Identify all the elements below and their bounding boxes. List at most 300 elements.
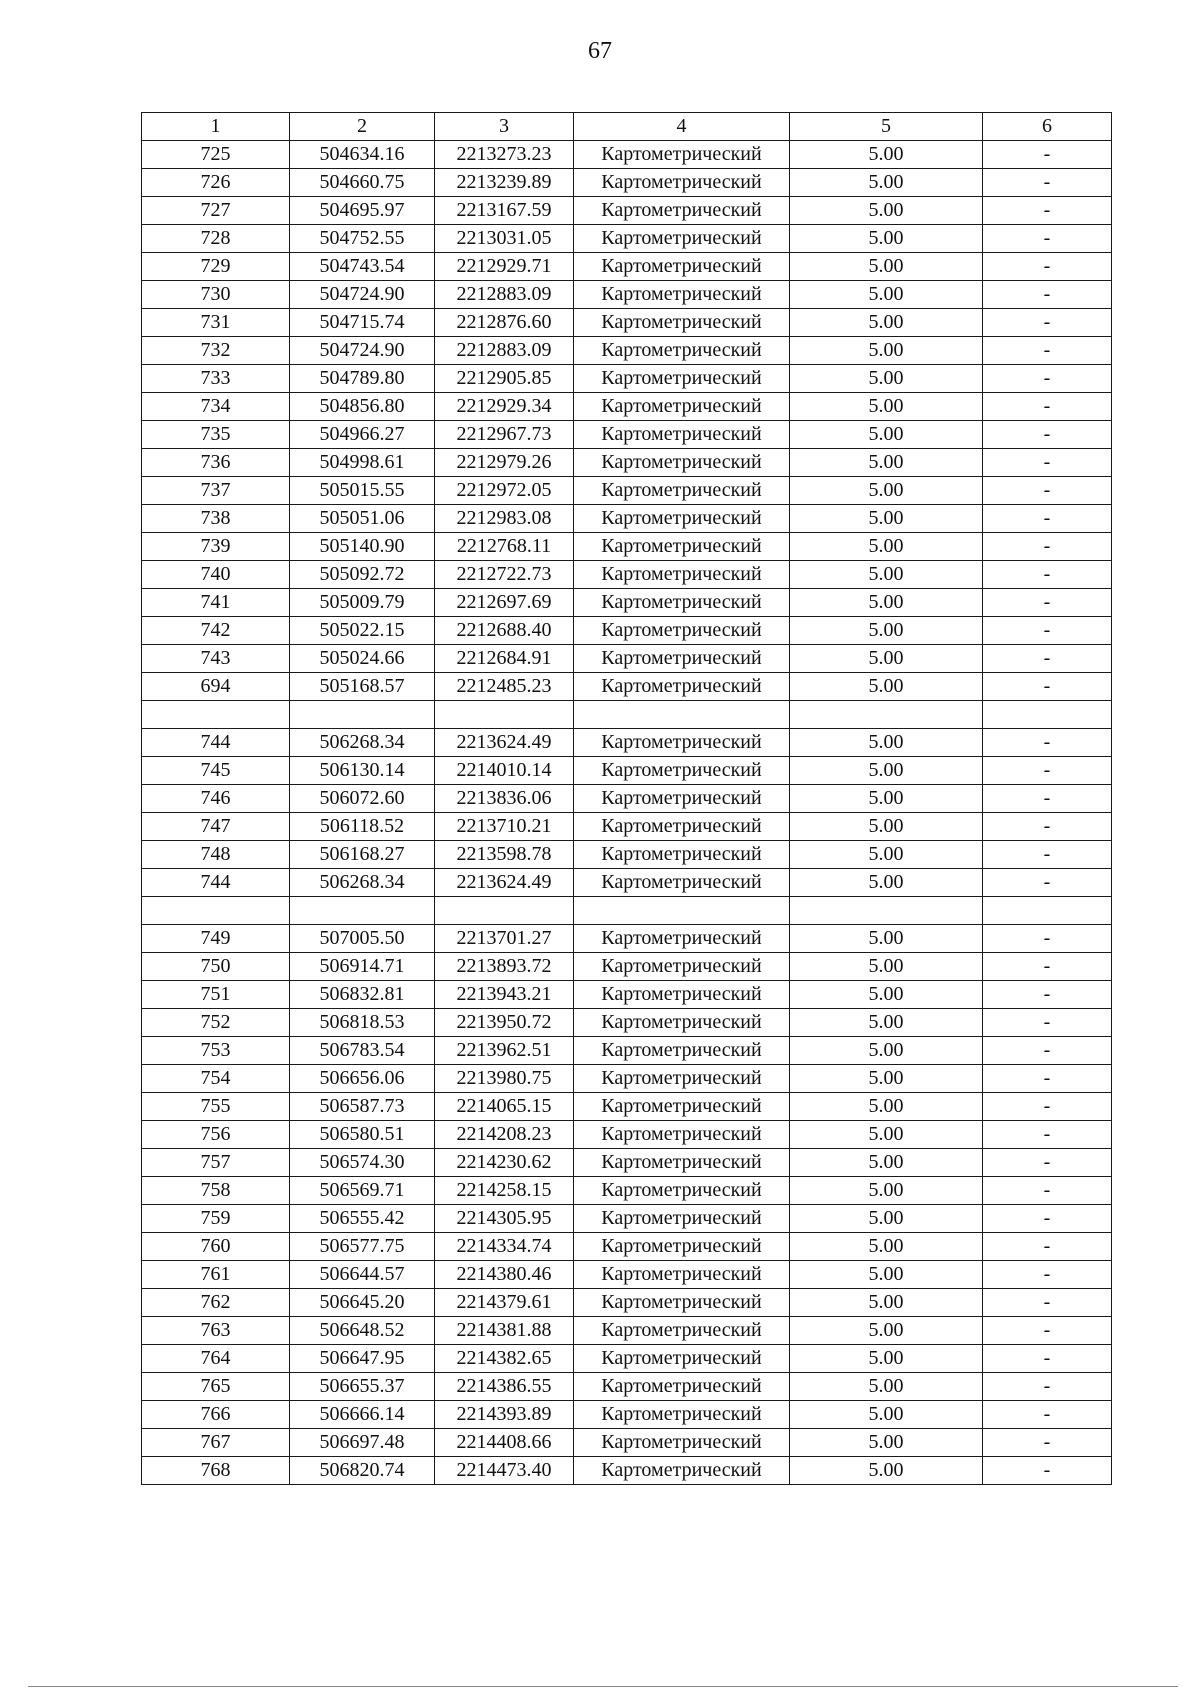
point-number-cell: 727 bbox=[142, 197, 290, 225]
note-cell: - bbox=[983, 757, 1112, 785]
y-coordinate-cell: 2212722.73 bbox=[435, 561, 574, 589]
accuracy-cell: 5.00 bbox=[790, 981, 983, 1009]
y-coordinate-cell: 2213273.23 bbox=[435, 141, 574, 169]
method-cell: Картометрический bbox=[574, 421, 790, 449]
method-cell: Картометрический bbox=[574, 589, 790, 617]
point-number-cell: 729 bbox=[142, 253, 290, 281]
note-cell: - bbox=[983, 1345, 1112, 1373]
accuracy-cell: 5.00 bbox=[790, 1317, 983, 1345]
point-number-cell: 748 bbox=[142, 841, 290, 869]
bottom-rule bbox=[28, 1686, 1178, 1687]
note-cell: - bbox=[983, 309, 1112, 337]
point-number-cell: 734 bbox=[142, 393, 290, 421]
y-coordinate-cell: 2214305.95 bbox=[435, 1205, 574, 1233]
table-row bbox=[142, 841, 1112, 869]
accuracy-cell: 5.00 bbox=[790, 337, 983, 365]
note-cell: - bbox=[983, 1121, 1112, 1149]
note-cell: - bbox=[983, 813, 1112, 841]
method-cell: Картометрический bbox=[574, 1205, 790, 1233]
point-number-cell: 766 bbox=[142, 1401, 290, 1429]
accuracy-cell: 5.00 bbox=[790, 393, 983, 421]
method-cell: Картометрический bbox=[574, 1009, 790, 1037]
y-coordinate-cell: 2213950.72 bbox=[435, 1009, 574, 1037]
x-coordinate-cell: 506832.81 bbox=[290, 981, 435, 1009]
method-cell: Картометрический bbox=[574, 1177, 790, 1205]
point-number-cell: 756 bbox=[142, 1121, 290, 1149]
point-number-cell: 752 bbox=[142, 1009, 290, 1037]
method-cell: Картометрический bbox=[574, 1149, 790, 1177]
y-coordinate-cell: 2212697.69 bbox=[435, 589, 574, 617]
table-row bbox=[142, 1233, 1112, 1261]
x-coordinate-cell: 506648.52 bbox=[290, 1317, 435, 1345]
table-row bbox=[142, 1289, 1112, 1317]
method-cell: Картометрический bbox=[574, 785, 790, 813]
x-coordinate-cell: 504998.61 bbox=[290, 449, 435, 477]
point-number-cell: 750 bbox=[142, 953, 290, 981]
x-coordinate-cell: 506655.37 bbox=[290, 1373, 435, 1401]
table-row bbox=[142, 309, 1112, 337]
y-coordinate-cell bbox=[435, 701, 574, 729]
y-coordinate-cell: 2212883.09 bbox=[435, 281, 574, 309]
x-coordinate-cell: 505051.06 bbox=[290, 505, 435, 533]
note-cell: - bbox=[983, 197, 1112, 225]
point-number-cell: 767 bbox=[142, 1429, 290, 1457]
method-cell: Картометрический bbox=[574, 841, 790, 869]
y-coordinate-cell: 2212905.85 bbox=[435, 365, 574, 393]
accuracy-cell: 5.00 bbox=[790, 813, 983, 841]
table-row bbox=[142, 897, 1112, 925]
method-cell: Картометрический bbox=[574, 393, 790, 421]
accuracy-cell: 5.00 bbox=[790, 309, 983, 337]
method-cell: Картометрический bbox=[574, 1345, 790, 1373]
method-cell: Картометрический bbox=[574, 309, 790, 337]
accuracy-cell: 5.00 bbox=[790, 925, 983, 953]
y-coordinate-cell: 2212929.71 bbox=[435, 253, 574, 281]
accuracy-cell: 5.00 bbox=[790, 281, 983, 309]
y-coordinate-cell: 2213624.49 bbox=[435, 729, 574, 757]
table-row bbox=[142, 1373, 1112, 1401]
y-coordinate-cell: 2214010.14 bbox=[435, 757, 574, 785]
note-cell: - bbox=[983, 1009, 1112, 1037]
y-coordinate-cell: 2214381.88 bbox=[435, 1317, 574, 1345]
note-cell bbox=[983, 701, 1112, 729]
method-cell: Картометрический bbox=[574, 925, 790, 953]
table-row bbox=[142, 729, 1112, 757]
x-coordinate-cell: 506072.60 bbox=[290, 785, 435, 813]
point-number-cell: 762 bbox=[142, 1289, 290, 1317]
table-row bbox=[142, 449, 1112, 477]
accuracy-cell: 5.00 bbox=[790, 1261, 983, 1289]
accuracy-cell: 5.00 bbox=[790, 1205, 983, 1233]
note-cell: - bbox=[983, 253, 1112, 281]
x-coordinate-cell: 504724.90 bbox=[290, 337, 435, 365]
accuracy-cell: 5.00 bbox=[790, 421, 983, 449]
x-coordinate-cell: 506130.14 bbox=[290, 757, 435, 785]
accuracy-cell: 5.00 bbox=[790, 1233, 983, 1261]
accuracy-cell: 5.00 bbox=[790, 1401, 983, 1429]
method-cell: Картометрический bbox=[574, 981, 790, 1009]
method-cell: Картометрический bbox=[574, 169, 790, 197]
note-cell: - bbox=[983, 1093, 1112, 1121]
table-row bbox=[142, 1317, 1112, 1345]
column-header-4: 4 bbox=[574, 113, 790, 141]
accuracy-cell: 5.00 bbox=[790, 1149, 983, 1177]
point-number-cell: 755 bbox=[142, 1093, 290, 1121]
y-coordinate-cell: 2213598.78 bbox=[435, 841, 574, 869]
table-header-row bbox=[142, 113, 1112, 141]
point-number-cell: 735 bbox=[142, 421, 290, 449]
x-coordinate-cell: 506820.74 bbox=[290, 1457, 435, 1485]
method-cell: Картометрический bbox=[574, 1233, 790, 1261]
point-number-cell: 733 bbox=[142, 365, 290, 393]
column-header-1: 1 bbox=[142, 113, 290, 141]
point-number-cell: 728 bbox=[142, 225, 290, 253]
point-number-cell: 731 bbox=[142, 309, 290, 337]
note-cell: - bbox=[983, 365, 1112, 393]
x-coordinate-cell: 506168.27 bbox=[290, 841, 435, 869]
point-number-cell: 753 bbox=[142, 1037, 290, 1065]
x-coordinate-cell: 504966.27 bbox=[290, 421, 435, 449]
note-cell: - bbox=[983, 1261, 1112, 1289]
x-coordinate-cell: 504715.74 bbox=[290, 309, 435, 337]
method-cell: Картометрический bbox=[574, 869, 790, 897]
accuracy-cell: 5.00 bbox=[790, 561, 983, 589]
point-number-cell: 759 bbox=[142, 1205, 290, 1233]
point-number-cell: 745 bbox=[142, 757, 290, 785]
point-number-cell: 763 bbox=[142, 1317, 290, 1345]
point-number-cell: 751 bbox=[142, 981, 290, 1009]
method-cell: Картометрический bbox=[574, 1093, 790, 1121]
table-row bbox=[142, 505, 1112, 533]
table-row bbox=[142, 281, 1112, 309]
table-row bbox=[142, 785, 1112, 813]
point-number-cell: 732 bbox=[142, 337, 290, 365]
method-cell: Картометрический bbox=[574, 1317, 790, 1345]
accuracy-cell: 5.00 bbox=[790, 1373, 983, 1401]
y-coordinate-cell: 2213836.06 bbox=[435, 785, 574, 813]
x-coordinate-cell: 505092.72 bbox=[290, 561, 435, 589]
x-coordinate-cell: 504660.75 bbox=[290, 169, 435, 197]
method-cell: Картометрический bbox=[574, 1401, 790, 1429]
point-number-cell: 747 bbox=[142, 813, 290, 841]
note-cell: - bbox=[983, 477, 1112, 505]
note-cell: - bbox=[983, 449, 1112, 477]
note-cell: - bbox=[983, 1149, 1112, 1177]
accuracy-cell: 5.00 bbox=[790, 841, 983, 869]
x-coordinate-cell: 504724.90 bbox=[290, 281, 435, 309]
note-cell: - bbox=[983, 393, 1112, 421]
y-coordinate-cell: 2214386.55 bbox=[435, 1373, 574, 1401]
note-cell: - bbox=[983, 1401, 1112, 1429]
table-row bbox=[142, 589, 1112, 617]
note-cell: - bbox=[983, 169, 1112, 197]
x-coordinate-cell bbox=[290, 701, 435, 729]
x-coordinate-cell: 507005.50 bbox=[290, 925, 435, 953]
table-row bbox=[142, 617, 1112, 645]
y-coordinate-cell: 2214393.89 bbox=[435, 1401, 574, 1429]
method-cell: Картометрический bbox=[574, 477, 790, 505]
y-coordinate-cell: 2212485.23 bbox=[435, 673, 574, 701]
table-row bbox=[142, 421, 1112, 449]
note-cell: - bbox=[983, 1429, 1112, 1457]
note-cell: - bbox=[983, 421, 1112, 449]
accuracy-cell: 5.00 bbox=[790, 253, 983, 281]
y-coordinate-cell: 2212983.08 bbox=[435, 505, 574, 533]
method-cell: Картометрический bbox=[574, 449, 790, 477]
point-number-cell: 744 bbox=[142, 729, 290, 757]
column-header-5: 5 bbox=[790, 113, 983, 141]
x-coordinate-cell: 505009.79 bbox=[290, 589, 435, 617]
table-row bbox=[142, 1345, 1112, 1373]
method-cell: Картометрический bbox=[574, 1373, 790, 1401]
point-number-cell: 739 bbox=[142, 533, 290, 561]
x-coordinate-cell: 505168.57 bbox=[290, 673, 435, 701]
table-row bbox=[142, 673, 1112, 701]
table-row bbox=[142, 813, 1112, 841]
page-number: 67 bbox=[588, 38, 612, 64]
method-cell: Картометрический bbox=[574, 1261, 790, 1289]
x-coordinate-cell: 505140.90 bbox=[290, 533, 435, 561]
accuracy-cell: 5.00 bbox=[790, 533, 983, 561]
accuracy-cell: 5.00 bbox=[790, 1093, 983, 1121]
accuracy-cell: 5.00 bbox=[790, 1065, 983, 1093]
method-cell: Картометрический bbox=[574, 645, 790, 673]
note-cell: - bbox=[983, 729, 1112, 757]
note-cell: - bbox=[983, 1457, 1112, 1485]
x-coordinate-cell: 504752.55 bbox=[290, 225, 435, 253]
accuracy-cell: 5.00 bbox=[790, 589, 983, 617]
y-coordinate-cell: 2213239.89 bbox=[435, 169, 574, 197]
point-number-cell: 761 bbox=[142, 1261, 290, 1289]
point-number-cell: 757 bbox=[142, 1149, 290, 1177]
y-coordinate-cell: 2212979.26 bbox=[435, 449, 574, 477]
point-number-cell: 754 bbox=[142, 1065, 290, 1093]
accuracy-cell: 5.00 bbox=[790, 197, 983, 225]
point-number-cell: 746 bbox=[142, 785, 290, 813]
method-cell: Картометрический bbox=[574, 1289, 790, 1317]
y-coordinate-cell: 2212929.34 bbox=[435, 393, 574, 421]
table-row bbox=[142, 393, 1112, 421]
y-coordinate-cell: 2214473.40 bbox=[435, 1457, 574, 1485]
column-header-3: 3 bbox=[435, 113, 574, 141]
y-coordinate-cell: 2214258.15 bbox=[435, 1177, 574, 1205]
accuracy-cell: 5.00 bbox=[790, 141, 983, 169]
point-number-cell: 768 bbox=[142, 1457, 290, 1485]
accuracy-cell: 5.00 bbox=[790, 449, 983, 477]
x-coordinate-cell: 506580.51 bbox=[290, 1121, 435, 1149]
table-row bbox=[142, 1205, 1112, 1233]
y-coordinate-cell: 2214230.62 bbox=[435, 1149, 574, 1177]
table-row bbox=[142, 701, 1112, 729]
note-cell: - bbox=[983, 533, 1112, 561]
coordinates-table bbox=[141, 112, 1112, 1485]
y-coordinate-cell: 2214380.46 bbox=[435, 1261, 574, 1289]
y-coordinate-cell: 2214408.66 bbox=[435, 1429, 574, 1457]
note-cell: - bbox=[983, 141, 1112, 169]
x-coordinate-cell: 506783.54 bbox=[290, 1037, 435, 1065]
method-cell: Картометрический bbox=[574, 533, 790, 561]
x-coordinate-cell: 506656.06 bbox=[290, 1065, 435, 1093]
y-coordinate-cell: 2212768.11 bbox=[435, 533, 574, 561]
table-row bbox=[142, 533, 1112, 561]
note-cell: - bbox=[983, 505, 1112, 533]
y-coordinate-cell: 2214379.61 bbox=[435, 1289, 574, 1317]
note-cell: - bbox=[983, 1205, 1112, 1233]
accuracy-cell: 5.00 bbox=[790, 1289, 983, 1317]
method-cell: Картометрический bbox=[574, 757, 790, 785]
table-row bbox=[142, 477, 1112, 505]
note-cell: - bbox=[983, 785, 1112, 813]
point-number-cell: 736 bbox=[142, 449, 290, 477]
x-coordinate-cell: 506587.73 bbox=[290, 1093, 435, 1121]
method-cell: Картометрический bbox=[574, 1457, 790, 1485]
x-coordinate-cell: 506666.14 bbox=[290, 1401, 435, 1429]
method-cell: Картометрический bbox=[574, 1429, 790, 1457]
y-coordinate-cell: 2213943.21 bbox=[435, 981, 574, 1009]
x-coordinate-cell: 506268.34 bbox=[290, 869, 435, 897]
x-coordinate-cell: 504743.54 bbox=[290, 253, 435, 281]
note-cell: - bbox=[983, 617, 1112, 645]
point-number-cell: 749 bbox=[142, 925, 290, 953]
table-row bbox=[142, 757, 1112, 785]
table-row bbox=[142, 953, 1112, 981]
y-coordinate-cell: 2212876.60 bbox=[435, 309, 574, 337]
accuracy-cell: 5.00 bbox=[790, 869, 983, 897]
y-coordinate-cell: 2213031.05 bbox=[435, 225, 574, 253]
accuracy-cell: 5.00 bbox=[790, 1177, 983, 1205]
note-cell: - bbox=[983, 673, 1112, 701]
accuracy-cell: 5.00 bbox=[790, 1429, 983, 1457]
note-cell: - bbox=[983, 1289, 1112, 1317]
y-coordinate-cell: 2212972.05 bbox=[435, 477, 574, 505]
accuracy-cell: 5.00 bbox=[790, 505, 983, 533]
y-coordinate-cell: 2212688.40 bbox=[435, 617, 574, 645]
x-coordinate-cell: 505015.55 bbox=[290, 477, 435, 505]
note-cell: - bbox=[983, 981, 1112, 1009]
y-coordinate-cell: 2213624.49 bbox=[435, 869, 574, 897]
table-row bbox=[142, 1093, 1112, 1121]
note-cell: - bbox=[983, 225, 1112, 253]
table-row bbox=[142, 197, 1112, 225]
y-coordinate-cell: 2214208.23 bbox=[435, 1121, 574, 1149]
point-number-cell: 725 bbox=[142, 141, 290, 169]
method-cell bbox=[574, 701, 790, 729]
table-row bbox=[142, 1065, 1112, 1093]
accuracy-cell: 5.00 bbox=[790, 169, 983, 197]
table-row bbox=[142, 561, 1112, 589]
y-coordinate-cell: 2212684.91 bbox=[435, 645, 574, 673]
method-cell: Картометрический bbox=[574, 1121, 790, 1149]
x-coordinate-cell bbox=[290, 897, 435, 925]
accuracy-cell bbox=[790, 897, 983, 925]
table-row bbox=[142, 365, 1112, 393]
accuracy-cell: 5.00 bbox=[790, 225, 983, 253]
point-number-cell: 737 bbox=[142, 477, 290, 505]
note-cell: - bbox=[983, 645, 1112, 673]
method-cell: Картометрический bbox=[574, 561, 790, 589]
x-coordinate-cell: 506268.34 bbox=[290, 729, 435, 757]
y-coordinate-cell: 2212883.09 bbox=[435, 337, 574, 365]
accuracy-cell: 5.00 bbox=[790, 477, 983, 505]
column-header-2: 2 bbox=[290, 113, 435, 141]
accuracy-cell: 5.00 bbox=[790, 785, 983, 813]
table-row bbox=[142, 225, 1112, 253]
point-number-cell: 738 bbox=[142, 505, 290, 533]
x-coordinate-cell: 504634.16 bbox=[290, 141, 435, 169]
accuracy-cell: 5.00 bbox=[790, 1121, 983, 1149]
point-number-cell: 741 bbox=[142, 589, 290, 617]
accuracy-cell: 5.00 bbox=[790, 365, 983, 393]
note-cell: - bbox=[983, 925, 1112, 953]
y-coordinate-cell: 2213167.59 bbox=[435, 197, 574, 225]
note-cell bbox=[983, 897, 1112, 925]
x-coordinate-cell: 506577.75 bbox=[290, 1233, 435, 1261]
note-cell: - bbox=[983, 1037, 1112, 1065]
note-cell: - bbox=[983, 1065, 1112, 1093]
accuracy-cell bbox=[790, 701, 983, 729]
note-cell: - bbox=[983, 869, 1112, 897]
y-coordinate-cell: 2214334.74 bbox=[435, 1233, 574, 1261]
method-cell: Картометрический bbox=[574, 1037, 790, 1065]
point-number-cell: 726 bbox=[142, 169, 290, 197]
method-cell: Картометрический bbox=[574, 729, 790, 757]
table-row bbox=[142, 253, 1112, 281]
note-cell: - bbox=[983, 1233, 1112, 1261]
x-coordinate-cell: 506644.57 bbox=[290, 1261, 435, 1289]
x-coordinate-cell: 504695.97 bbox=[290, 197, 435, 225]
table-row bbox=[142, 1177, 1112, 1205]
note-cell: - bbox=[983, 1177, 1112, 1205]
note-cell: - bbox=[983, 1317, 1112, 1345]
method-cell: Картометрический bbox=[574, 337, 790, 365]
note-cell: - bbox=[983, 281, 1112, 309]
y-coordinate-cell: 2212967.73 bbox=[435, 421, 574, 449]
point-number-cell: 765 bbox=[142, 1373, 290, 1401]
table-row bbox=[142, 1261, 1112, 1289]
y-coordinate-cell: 2213962.51 bbox=[435, 1037, 574, 1065]
accuracy-cell: 5.00 bbox=[790, 729, 983, 757]
note-cell: - bbox=[983, 841, 1112, 869]
x-coordinate-cell: 506697.48 bbox=[290, 1429, 435, 1457]
x-coordinate-cell: 506118.52 bbox=[290, 813, 435, 841]
table-row bbox=[142, 1429, 1112, 1457]
note-cell: - bbox=[983, 337, 1112, 365]
method-cell: Картометрический bbox=[574, 953, 790, 981]
table-row bbox=[142, 869, 1112, 897]
table-row bbox=[142, 169, 1112, 197]
table-row bbox=[142, 1149, 1112, 1177]
method-cell: Картометрический bbox=[574, 617, 790, 645]
x-coordinate-cell: 506574.30 bbox=[290, 1149, 435, 1177]
table-row bbox=[142, 1457, 1112, 1485]
point-number-cell: 742 bbox=[142, 617, 290, 645]
point-number-cell bbox=[142, 701, 290, 729]
point-number-cell bbox=[142, 897, 290, 925]
y-coordinate-cell: 2214065.15 bbox=[435, 1093, 574, 1121]
point-number-cell: 694 bbox=[142, 673, 290, 701]
x-coordinate-cell: 504789.80 bbox=[290, 365, 435, 393]
note-cell: - bbox=[983, 561, 1112, 589]
x-coordinate-cell: 506647.95 bbox=[290, 1345, 435, 1373]
accuracy-cell: 5.00 bbox=[790, 1009, 983, 1037]
method-cell bbox=[574, 897, 790, 925]
x-coordinate-cell: 506645.20 bbox=[290, 1289, 435, 1317]
table-row bbox=[142, 1121, 1112, 1149]
table-row bbox=[142, 337, 1112, 365]
table-row bbox=[142, 645, 1112, 673]
method-cell: Картометрический bbox=[574, 813, 790, 841]
y-coordinate-cell: 2213893.72 bbox=[435, 953, 574, 981]
